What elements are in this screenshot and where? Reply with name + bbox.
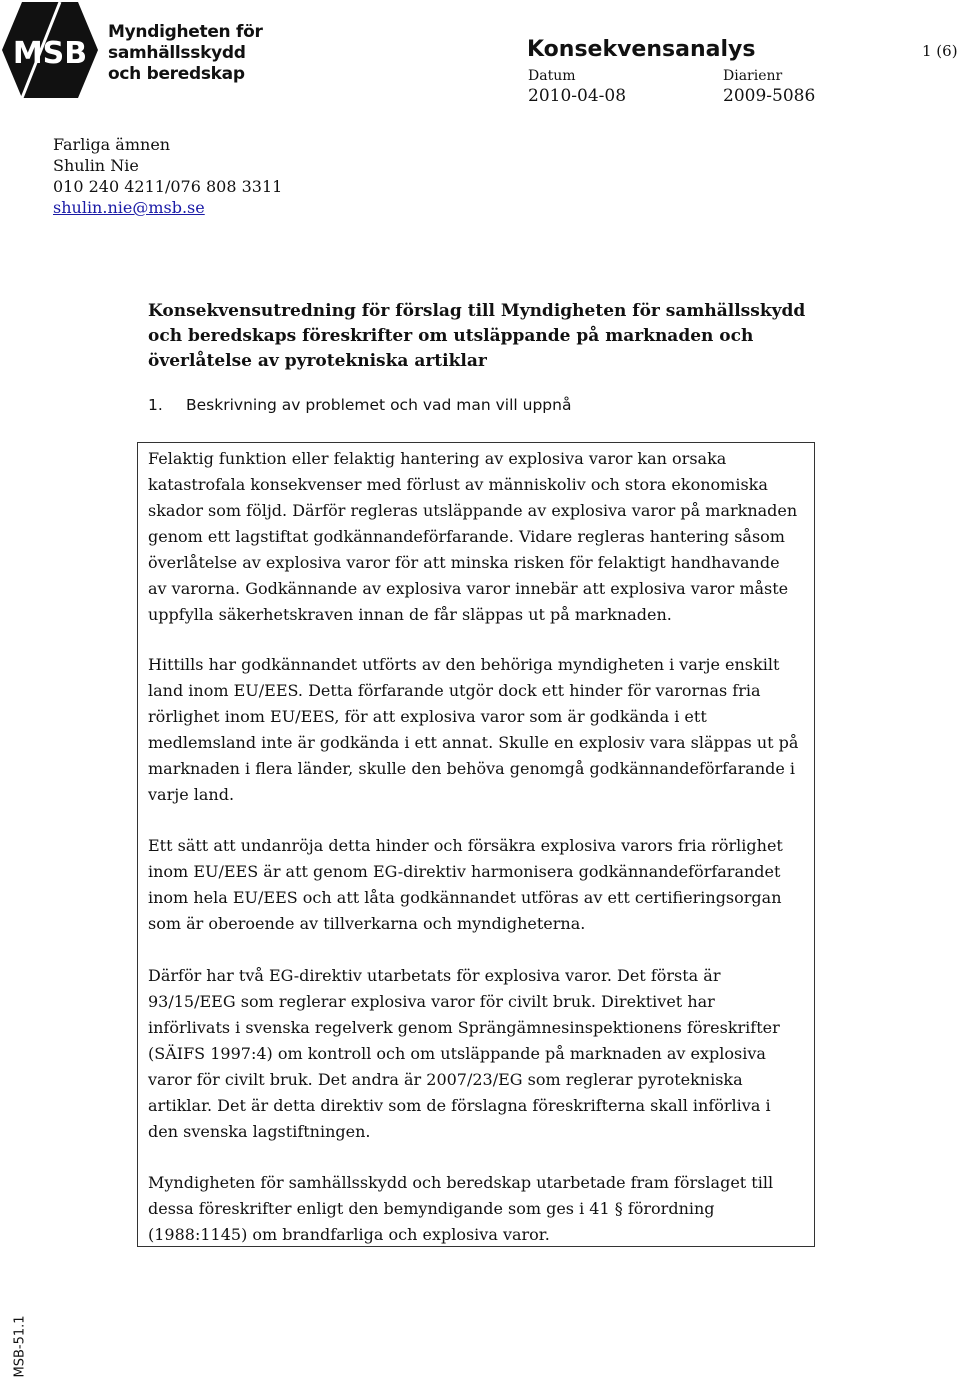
text-line: marknaden i flera länder, skulle den behöva genomgå godkännandeförfarande i xyxy=(148,759,796,778)
paragraph-5 xyxy=(148,1170,773,1248)
datum-label: Datum xyxy=(528,68,576,84)
text-line: medlemsland inte är godkända i ett annat. Skulle en explosiv vara släppas ut på xyxy=(148,733,799,752)
text-line: inom EU/EES är att genom EG-direktiv harmonisera godkännandeförfarandet xyxy=(148,862,781,881)
section-title: Beskrivning av problemet och vad man vill uppnå xyxy=(186,396,572,414)
text-line: Felaktig funktion eller felaktig hantering av explosiva varor kan orsaka xyxy=(148,449,727,468)
datum-value: 2010-04-08 xyxy=(528,86,627,106)
text-line: land inom EU/EES. Detta förfarande utgör dock ett hinder för varornas fria xyxy=(148,681,761,700)
diarienr-label: Diarienr xyxy=(723,68,783,84)
msb-logo xyxy=(0,0,263,100)
text-line: (1988:1145) om brandfarliga och explosiva varor. xyxy=(148,1225,550,1244)
text-line: katastrofala konsekvenser med förlust av människoliv och stora ekonomiska xyxy=(148,475,768,494)
paragraph-4 xyxy=(148,963,780,1145)
contact-phone: 010 240 4211/076 808 3311 xyxy=(53,177,283,196)
text-line: införlivats i svenska regelverk genom Sprängämnesinspektionens föreskrifter xyxy=(148,1018,780,1037)
contact-department: Farliga ämnen xyxy=(53,135,171,154)
text-line: överlåtelse av explosiva varor för att minska risken för felaktigt handhavande xyxy=(148,553,780,572)
text-line: varor för civilt bruk. Det andra är 2007/23/EG som reglerar pyrotekniska xyxy=(148,1070,743,1089)
text-line: Myndigheten för samhällsskydd och beredskap utarbetade fram förslaget till xyxy=(148,1173,774,1192)
page-number: 1 (6) xyxy=(922,42,958,60)
logo-line-3: och beredskap xyxy=(108,64,245,84)
text-line: rörlighet inom EU/EES, för att explosiva varor som är godkända i ett xyxy=(148,707,707,726)
text-line: av varorna. Godkännande av explosiva varor innebär att explosiva varor måste xyxy=(148,579,789,598)
text-line: varje land. xyxy=(148,785,235,804)
paragraph-1 xyxy=(148,446,797,628)
paragraph-3 xyxy=(148,833,783,937)
heading-line: Konsekvensutredning för förslag till Myndigheten för samhällsskydd xyxy=(148,301,806,321)
logo-letters: MSB xyxy=(12,36,88,71)
paragraph-2 xyxy=(148,652,798,808)
heading-line: överlåtelse av pyrotekniska artiklar xyxy=(148,351,487,371)
main-heading xyxy=(148,299,828,374)
document-title: Konsekvensanalys xyxy=(527,37,756,62)
logo-wordmark xyxy=(108,22,263,85)
form-code: MSB-51.1 xyxy=(12,1315,28,1378)
contact-block xyxy=(53,134,282,218)
logo-line-1: Myndigheten för xyxy=(108,22,263,42)
contact-name: Shulin Nie xyxy=(53,156,139,175)
text-line: skador som följd. Därför regleras utsläppande av explosiva varor på marknaden xyxy=(148,501,798,520)
text-line: (SÄIFS 1997:4) om kontroll och om utsläppande på marknaden av explosiva xyxy=(148,1044,766,1063)
text-line: genom ett lagstiftat godkännandeförfarande. Vidare regleras hantering såsom xyxy=(148,527,785,546)
msb-logo-mark xyxy=(0,0,100,100)
text-line: inom hela EU/EES och att låta godkännandet utföras av ett certifieringsorgan xyxy=(148,888,782,907)
logo-line-2: samhällsskydd xyxy=(108,43,246,63)
text-line: 93/15/EEG som reglerar explosiva varor för civilt bruk. Direktivet har xyxy=(148,992,715,1011)
text-line: Hittills har godkännandet utförts av den behöriga myndigheten i varje enskilt xyxy=(148,655,780,674)
section-number: 1. xyxy=(148,396,163,414)
text-line: uppfylla säkerhetskraven innan de får släppas ut på marknaden. xyxy=(148,605,672,624)
contact-email-link[interactable]: shulin.nie@msb.se xyxy=(53,198,205,217)
text-line: som är oberoende av tillverkarna och myndigheterna. xyxy=(148,914,586,933)
text-line: Därför har två EG-direktiv utarbetats för explosiva varor. Det första är xyxy=(148,966,721,985)
heading-line: och beredskaps föreskrifter om utsläppande på marknaden och xyxy=(148,326,754,346)
text-line: den svenska lagstiftningen. xyxy=(148,1122,371,1141)
text-line: artiklar. Det är detta direktiv som de förslagna föreskrifterna skall införliva i xyxy=(148,1096,771,1115)
text-line: Ett sätt att undanröja detta hinder och försäkra explosiva varors fria rörlighet xyxy=(148,836,783,855)
text-line: dessa föreskrifter enligt den bemyndigande som ges i 41 § förordning xyxy=(148,1199,715,1218)
diarienr-value: 2009-5086 xyxy=(723,86,816,106)
